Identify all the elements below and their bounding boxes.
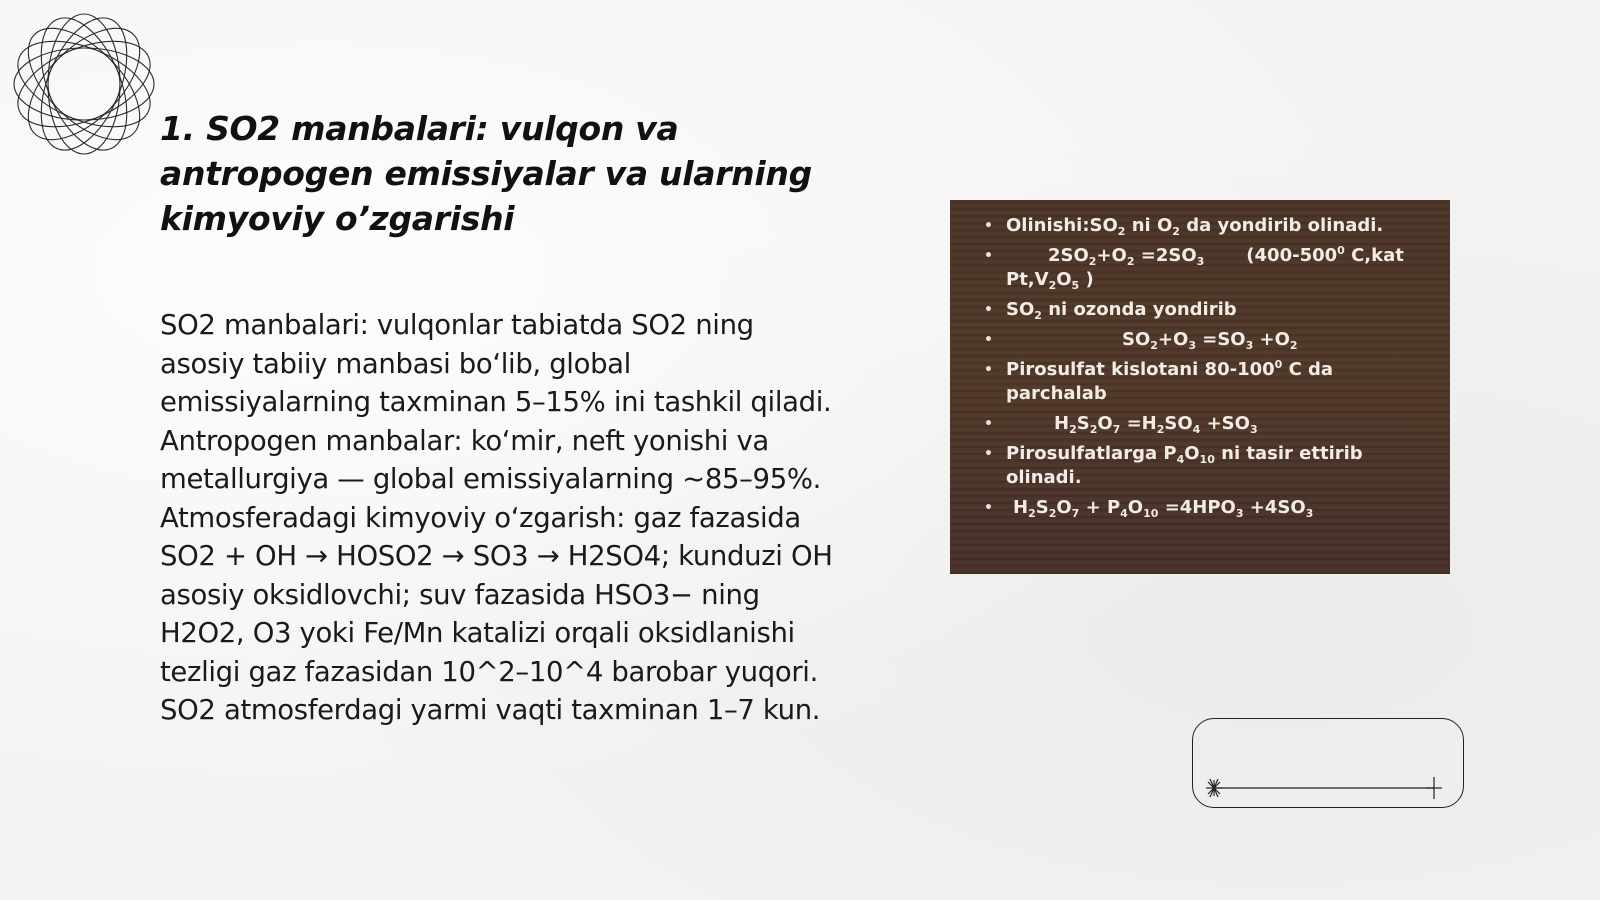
board-item-text	[1006, 497, 1313, 518]
formula-segment: 2	[1089, 423, 1098, 436]
formula-segment: 0	[1274, 358, 1283, 371]
chalkboard-image	[950, 200, 1450, 574]
rosette-ellipse	[10, 24, 158, 144]
formula-segment: Pirosulfatlarga P	[1006, 443, 1177, 464]
board-item-pyrosulfuric	[962, 358, 1436, 406]
formula-segment: 3	[1196, 255, 1205, 268]
board-item-text	[1006, 359, 1333, 404]
sparkle-icon	[1206, 779, 1222, 797]
formula-segment: 7	[1071, 507, 1080, 520]
rosette-ellipse	[10, 24, 158, 144]
formula-segment: S	[1035, 497, 1049, 518]
formula-segment: 4	[1192, 423, 1201, 436]
formula-segment: S	[1076, 413, 1090, 434]
formula-segment: O	[1127, 497, 1144, 518]
formula-segment: 3	[1249, 423, 1258, 436]
formula-segment: Olinishi:SO	[1006, 215, 1118, 236]
formula-segment: 2	[1289, 339, 1298, 352]
board-item-text	[1006, 215, 1383, 236]
board-item-pyrosulfates	[962, 442, 1436, 490]
formula-segment: 2	[1034, 309, 1042, 322]
board-item-reaction3	[962, 412, 1436, 436]
rosette-ellipse	[14, 48, 154, 120]
board-item-text	[1006, 413, 1258, 434]
formula-segment: +SO	[1200, 413, 1250, 434]
formula-segment: (400-500	[1246, 245, 1338, 266]
formula-segment: 2	[1069, 423, 1077, 436]
formula-segment: 2	[1088, 255, 1097, 268]
formula-segment: 2	[1126, 255, 1135, 268]
formula-segment: 3	[1305, 507, 1314, 520]
formula-segment: =H	[1120, 413, 1157, 434]
formula-segment: +O	[1096, 245, 1127, 266]
formula-segment: 2	[1028, 507, 1036, 520]
board-item-text	[1006, 245, 1404, 290]
board-item-text	[1006, 299, 1237, 320]
formula-segment: C da parchalab	[1006, 359, 1334, 404]
formula-segment: da yondirib olinadi.	[1179, 215, 1384, 236]
slide-title: 1. SO2 manbalari: vulqon va antropogen emissiyalar va ularning kimyoviy o’zgarishi	[160, 109, 812, 238]
formula-segment: O	[1184, 443, 1200, 464]
formula-segment: 3	[1235, 507, 1244, 520]
board-item-reaction1	[962, 244, 1436, 292]
rosette-ellipse	[24, 10, 144, 158]
cross-star-icon	[1426, 777, 1442, 799]
board-item-ozone	[962, 298, 1436, 322]
circle-rosette-decoration	[10, 10, 158, 158]
formula-segment: + P	[1079, 497, 1121, 518]
board-item-text	[1006, 443, 1363, 488]
formula-segment: O	[1056, 269, 1072, 290]
formula-segment: 10	[1199, 453, 1215, 466]
formula-segment: 7	[1112, 423, 1121, 436]
formula-segment: =4HPO	[1158, 497, 1236, 518]
formula-segment: SO	[1122, 329, 1151, 350]
formula-segment: 5	[1071, 279, 1080, 292]
formula-segment: H	[1054, 413, 1070, 434]
formula-segment: O	[1056, 497, 1072, 518]
formula-segment: 2	[1172, 225, 1180, 238]
rosette-ellipse	[48, 14, 120, 154]
formula-segment: 2	[1150, 339, 1158, 352]
reaction-list	[962, 214, 1436, 520]
formula-segment: 10	[1143, 507, 1159, 520]
formula-segment: +O	[1157, 329, 1189, 350]
formula-segment: H	[1013, 497, 1029, 518]
formula-segment: O	[1097, 413, 1113, 434]
formula-segment: ni ozonda yondirib	[1041, 299, 1237, 320]
formula-segment: 2SO	[1048, 245, 1089, 266]
formula-segment: 4	[1120, 507, 1128, 520]
board-item-reaction2	[962, 328, 1436, 352]
formula-segment: +4SO	[1243, 497, 1306, 518]
formula-segment: +O	[1253, 329, 1290, 350]
formula-segment: )	[1079, 269, 1094, 290]
formula-segment: =2SO	[1134, 245, 1197, 266]
formula-segment: 3	[1188, 339, 1196, 352]
board-item-text	[1006, 329, 1298, 350]
formula-segment: ni O	[1125, 215, 1173, 236]
formula-segment: =SO	[1195, 329, 1246, 350]
formula-segment: SO	[1006, 299, 1035, 320]
slide-body-text: SO2 manbalari: vulqonlar tabiatda SO2 ning asosiy tabiiy manbasi bo‘lib, global emissiyalarning taxminan 5–15% ini tashkil qiladi. Antropogen manbalar: ko‘mir, neft yonishi va metallurgiya — global emissiyalarning ~85–95%. Atmosferadagi kimyoviy o‘zgarish: gaz fazasida SO2 + OH → HOSO2 → SO3 → H2SO4; kunduzi OH asosiy oksidlovchi; suv fazasida HSO3− ning H2O2, O3 yoki Fe/Mn katalizi orqali oksidlanishi tezligi gaz fazasidan 10^2–10^4 barobar yuqori. SO2 atmosferdagi yarmi vaqti taxminan 1–7 kun.	[160, 309, 833, 726]
formula-segment: C,kat Pt,V	[1006, 245, 1404, 290]
board-item-obtain	[962, 214, 1436, 238]
formula-segment: ni tasir ettirib olinadi.	[1006, 443, 1363, 488]
rosette-ellipse	[24, 10, 144, 158]
formula-segment: SO	[1164, 413, 1193, 434]
formula-segment: 2	[1048, 507, 1057, 520]
rosette-ellipse	[10, 10, 158, 158]
formula-segment: 4	[1176, 453, 1185, 466]
sparkle-line-decoration	[1196, 768, 1446, 802]
rosette-center-circle	[48, 48, 120, 120]
formula-segment: 3	[1245, 339, 1254, 352]
formula-segment: 2	[1048, 279, 1057, 292]
rosette-ellipse	[10, 10, 158, 158]
formula-segment: 2	[1156, 423, 1165, 436]
board-item-reaction4	[962, 496, 1436, 520]
formula-segment: Pirosulfat kislotani 80-100	[1006, 359, 1275, 380]
formula-segment: 2	[1117, 225, 1126, 238]
formula-segment: 0	[1337, 244, 1345, 257]
